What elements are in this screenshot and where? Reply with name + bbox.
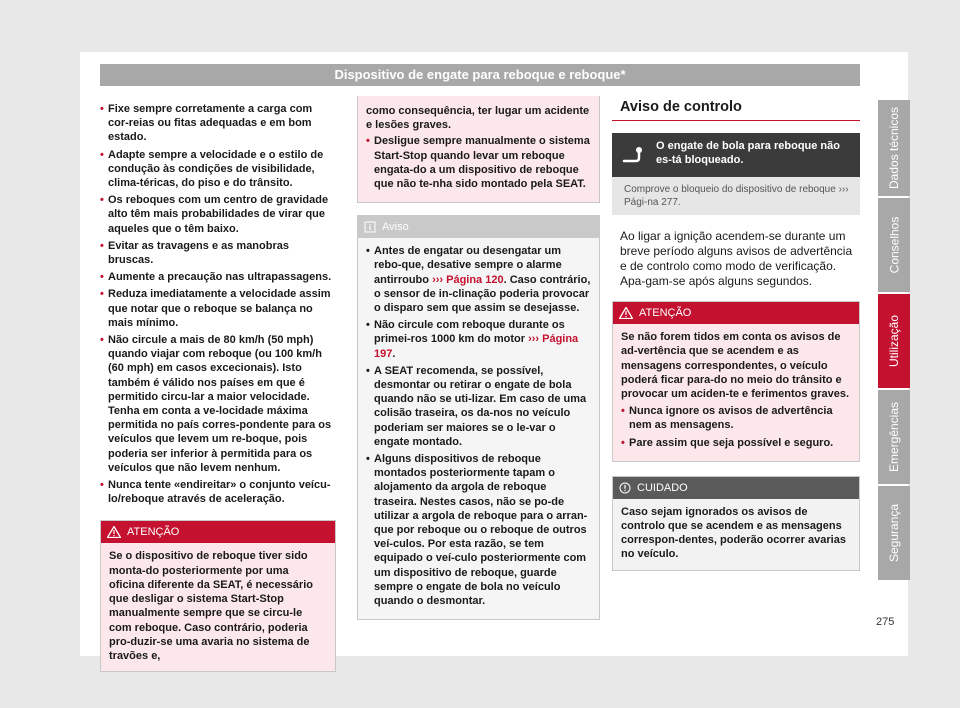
info-circle-icon (619, 482, 631, 494)
page-header: Dispositivo de engate para reboque e reboque* (100, 64, 860, 86)
control-lamp-text: O engate de bola para reboque não es-tá bloqueado. (656, 140, 840, 167)
warning-label: ATENÇÃO (639, 307, 692, 320)
list-item: • Adapte sempre a velocidade e o estilo de condução às condições de visibilidade, clima-téricas, do piso e do trânsito. (100, 148, 324, 190)
warning-triangle-icon (619, 307, 633, 319)
tab-conselhos[interactable]: Conselhos (878, 198, 910, 292)
list-item: • Evitar as travagens e as manobras bruscas. (100, 239, 289, 267)
caution-box (612, 476, 860, 571)
list-item: • Fixe sempre corretamente a carga com cor-reias ou fitas adequadas e em bom estado. (100, 103, 313, 144)
control-lamp-instruction: Comprove o bloqueio do dispositivo de reboque ››› Pági-na 277. (612, 177, 860, 215)
warning-box (100, 520, 336, 672)
page-link[interactable]: ››› Página 197 (374, 333, 579, 360)
list-item: • Nunca tente «endireitar» o conjunto veícu-lo/reboque através de aceleração. (100, 479, 331, 506)
warning-header (613, 302, 859, 324)
caution-header (613, 477, 859, 499)
column-1 (100, 102, 336, 672)
warning-label: ATENÇÃO (127, 526, 180, 539)
tow-hitch-icon (618, 141, 646, 169)
list-item: • Antes de engatar ou desengatar um rebo-que, desative sempre o alarme antirroubo ››› Página 120. Caso contrário, o sensor de in-clinação poderia provocar o disparo sem que assim se desejasse. (366, 245, 591, 315)
tab-dados-tecnicos[interactable]: Dados técnicos (878, 100, 910, 196)
list-item: • Não circule com reboque durante os primei-ros 1000 km do motor ››› Página 197. (366, 319, 579, 360)
column-2 (357, 96, 600, 620)
control-lamp-box (612, 133, 860, 177)
page-number: 275 (876, 616, 895, 628)
list-item: • Nunca ignore os avisos de advertência nem as mensagens. (621, 405, 833, 432)
tab-seguranca[interactable]: Segurança (878, 486, 910, 580)
column-3 (612, 96, 860, 571)
list-item: • Alguns dispositivos de reboque montados posteriormente tapam o alojamento da argola de reboque traseira. Nestes casos, não se po-de utilizar a argola de reboque para o arran-que por reboque ou o reboque de outros veí-culos. Por esta razão, se tem equipado o veí-culo posteriormente com um dispositivo de reboque, guarde sempre o engate de bola no veículo quando o desmontar. (366, 453, 588, 608)
list-item: • Desligue sempre manualmente o sistema Start-Stop quando levar um reboque engata-do a um dispositivo de reboque que não te-nha sido montado pela SEAT. (366, 135, 590, 191)
warning-header (101, 521, 335, 543)
paragraph: Ao ligar a ignição acendem-se durante um breve período alguns avisos de advertência e de controlo como modo de verificação. Apa-gam-se após alguns segundos. (620, 229, 853, 289)
caution-text: Caso sejam ignorados os avisos de controlo que se acendem e as mensagens correspon-dentes, poderão ocorrer avarias no veículo. (621, 505, 846, 561)
list-item: • Reduza imediatamente a velocidade assim que notar que o reboque se balança no mais mínimo. (100, 288, 331, 329)
list-item: • Os reboques com um centro de gravidade alto têm mais probabilidades de virar que aqueles que o têm baixo. (100, 194, 329, 235)
warning-box-continued (357, 96, 600, 203)
page-link[interactable]: ››› Página 120 (432, 273, 504, 286)
note-box (357, 215, 600, 620)
warning-box (612, 301, 860, 462)
list-item: • Pare assim que seja possível e seguro. (621, 436, 834, 449)
tab-utilizacao[interactable]: Utilização (878, 294, 910, 388)
note-label: Aviso (382, 221, 409, 234)
list-item: • Não circule a mais de 80 km/h (50 mph) quando viajar com reboque (ou 100 km/h (60 mph) em casos excecionais). Isto também é válido nos países em que é permitido circu-lar a maior velocidade. Tenha em conta a ve-locidade máxima permitida no país corres-pondente para os veículos que levem um re-boque, pois poderia ser inferior à permitida para os veículos que não levem nenhum. (100, 334, 332, 474)
caution-label: CUIDADO (637, 481, 688, 494)
note-header (358, 216, 599, 238)
warning-text: Se o dispositivo de reboque tiver sido monta-do posteriormente por uma oficina diferente da SEAT, é necessário que desligar o sistema Start-Stop manualmente sempre que se circu-le com reboque. Caso contrário, poderia pro-duzir-se uma avaria no sistema de travões e, (109, 550, 313, 662)
warning-text-continued: como consequência, ter lugar um acidente e lesões graves. (366, 105, 590, 132)
list-item: • A SEAT recomenda, se possível, desmontar ou retirar o engate de bola quando não se uti-lizar. Em caso de uma colisão traseira, os da-nos no veículo poderiam ser maiores se o le-var o engate montado. (366, 364, 587, 448)
note-icon (364, 221, 376, 233)
tab-emergencias[interactable]: Emergências (878, 390, 910, 484)
section-title: Aviso de controlo (612, 96, 860, 121)
list-item: • Aumente a precaução nas ultrapassagens. (100, 271, 332, 284)
warning-text: Se não forem tidos em conta os avisos de ad-vertência que se acendem e as mensagens correspondentes, o veículo poderá ficar para-do no meio do trânsito e provocar um aciden-te e ferimentos graves. (621, 331, 850, 401)
warning-triangle-icon (107, 526, 121, 538)
